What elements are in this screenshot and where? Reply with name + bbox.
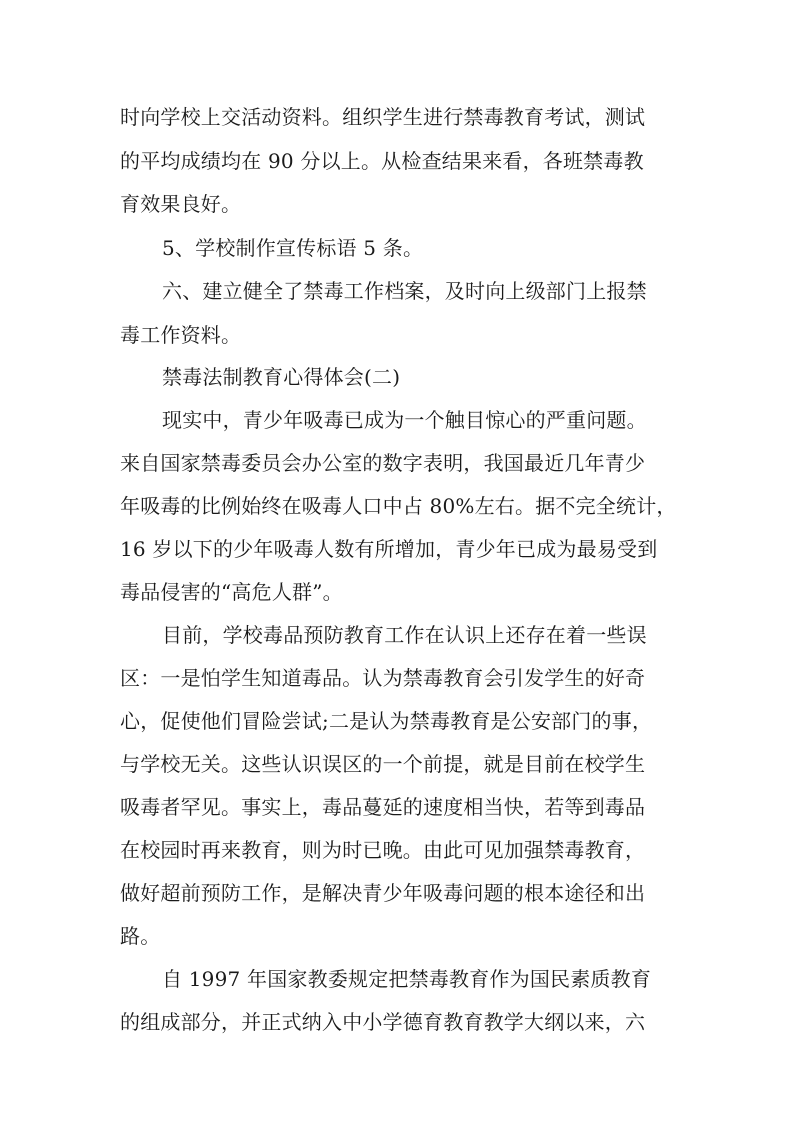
section-heading: 六、建立健全了禁毒工作档案，及时向上级部门上报禁 xyxy=(162,279,647,303)
paragraph-start: 自 1997 年国家教委规定把禁毒教育作为国民素质教育 xyxy=(162,967,652,991)
text-line: 来自国家禁毒委员会办公室的数字表明，我国最近几年青少 xyxy=(120,451,646,475)
text-line: 在校园时再来教育，则为时已晚。由此可见加强禁毒教育， xyxy=(120,838,646,862)
text-line: 年吸毒的比例始终在吸毒人口中占 80%左右。据不完全统计， xyxy=(120,494,677,518)
text-line: 心，促使他们冒险尝试;二是认为禁毒教育是公安部门的事， xyxy=(120,709,653,733)
text-line: 的平均成绩均在 90 分以上。从检查结果来看，各班禁毒教 xyxy=(120,149,644,173)
list-item: 5、学校制作宣传标语 5 条。 xyxy=(162,236,424,260)
text-line: 区：一是怕学生知道毒品。认为禁毒教育会引发学生的好奇 xyxy=(120,666,646,690)
paragraph-start: 现实中，青少年吸毒已成为一个触目惊心的严重问题。 xyxy=(162,408,647,432)
text-line: 时向学校上交活动资料。组织学生进行禁毒教育考试，测试 xyxy=(120,105,646,129)
text-line: 育效果良好。 xyxy=(120,192,242,216)
paragraph-start: 目前，学校毒品预防教育工作在认识上还存在着一些误 xyxy=(162,623,647,647)
text-line: 毒品侵害的“高危人群”。 xyxy=(120,580,343,604)
article-title: 禁毒法制教育心得体会(二) xyxy=(162,365,401,389)
text-line: 16 岁以下的少年吸毒人数有所增加，青少年已成为最易受到 xyxy=(120,537,658,561)
text-line: 毒工作资料。 xyxy=(120,323,242,347)
text-line: 路。 xyxy=(120,924,161,948)
text-line: 吸毒者罕见。事实上，毒品蔓延的速度相当快，若等到毒品 xyxy=(120,795,646,819)
text-line: 与学校无关。这些认识误区的一个前提，就是目前在校学生 xyxy=(120,752,646,776)
text-line: 做好超前预防工作，是解决青少年吸毒问题的根本途径和出 xyxy=(120,881,646,905)
text-line: 的组成部分，并正式纳入中小学德育教育教学大纲以来，六 xyxy=(120,1010,646,1034)
